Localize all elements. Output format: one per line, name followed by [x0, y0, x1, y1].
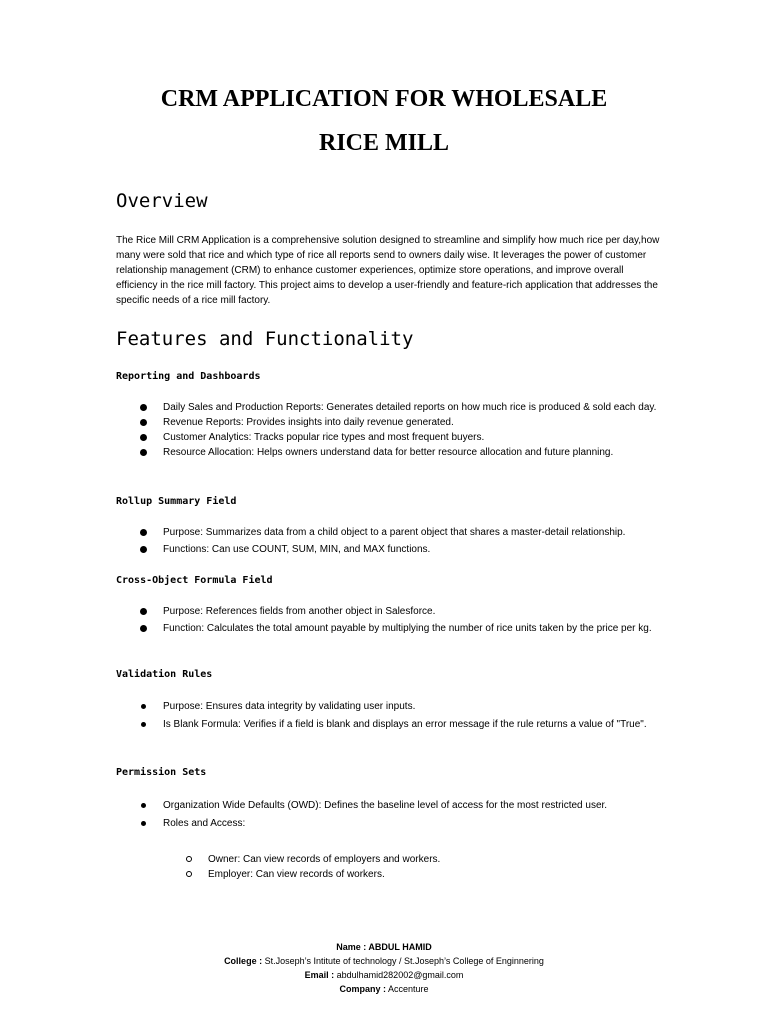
cross-object-list [0, 604, 768, 636]
list-item: Resource Allocation: Helps owners understand data for better resource allocation and future planning. [0, 445, 663, 460]
document-title-line-2: RICE MILL [318, 130, 450, 156]
list-item: Function: Calculates the total amount payable by multiplying the number of rice units taken by the price per kg. [0, 621, 663, 636]
list-item: Customer Analytics: Tracks popular rice types and most frequent buyers. [0, 430, 663, 445]
footer-name: Name : ABDUL HAMID [336, 942, 432, 952]
bullet-icon [140, 434, 147, 441]
cross-object-heading: Cross-Object Formula Field [116, 575, 273, 586]
reporting-list [0, 400, 768, 460]
bullet-icon [140, 625, 147, 632]
roles-sub-list [0, 852, 768, 882]
reporting-heading: Reporting and Dashboards [116, 371, 261, 382]
bullet-icon [140, 419, 147, 426]
bullet-icon [141, 704, 146, 709]
permission-heading: Permission Sets [116, 767, 207, 778]
list-item: Purpose: References fields from another object in Salesforce. [0, 604, 663, 619]
list-item: Functions: Can use COUNT, SUM, MIN, and MAX functions. [0, 542, 663, 557]
bullet-icon [141, 722, 146, 727]
bullet-icon [140, 404, 147, 411]
list-item: Revenue Reports: Provides insights into daily revenue generated. [0, 415, 663, 430]
validation-heading: Validation Rules [116, 669, 213, 680]
bullet-icon [141, 803, 146, 808]
list-item: Purpose: Ensures data integrity by validating user inputs. [0, 699, 663, 714]
features-heading: Features and Functionality [116, 328, 414, 350]
circle-bullet-icon [186, 871, 192, 877]
bullet-icon [141, 821, 146, 826]
footer-email: Email : abdulhamid282002@gmail.com [304, 970, 464, 980]
list-item: Roles and Access: [0, 816, 663, 831]
footer-college: College : St.Joseph’s Intitute of technology / St.Joseph’s College of Enginnering [224, 956, 544, 966]
footer-company: Company : Accenture [339, 984, 429, 994]
bullet-icon [140, 608, 147, 615]
overview-paragraph: The Rice Mill CRM Application is a comprehensive solution designed to streamline and simplify how much rice per day,how many were sold that rice and which type of rice all reports send to owners daily wise. It leverages the power of customer relationship management (CRM) to enhance customer experiences, optimize store operations, and improve overall efficiency in the rice mill factory. This project aims to develop a user-friendly and feature-rich application that addresses the specific needs of a rice mill factory. [116, 235, 660, 306]
list-item: Owner: Can view records of employers and workers. [0, 852, 708, 867]
list-item: Purpose: Summarizes data from a child object to a parent object that shares a master-detail relationship. [0, 525, 663, 540]
document-title-line-1: CRM APPLICATION FOR WHOLESALE [160, 86, 608, 112]
rollup-list [0, 525, 768, 557]
validation-list [0, 699, 768, 732]
list-item: Employer: Can view records of workers. [0, 867, 708, 882]
bullet-icon [140, 449, 147, 456]
list-item: Daily Sales and Production Reports: Generates detailed reports on how much rice is produced & sold each day. [0, 400, 663, 415]
circle-bullet-icon [186, 856, 192, 862]
list-item: Is Blank Formula: Verifies if a field is blank and displays an error message if the rule returns a value of "True". [0, 717, 663, 732]
list-item: Organization Wide Defaults (OWD): Defines the baseline level of access for the most restricted user. [0, 798, 663, 813]
rollup-heading: Rollup Summary Field [116, 496, 237, 507]
permission-list [0, 798, 768, 831]
bullet-icon [140, 546, 147, 553]
author-footer [0, 940, 768, 996]
overview-heading: Overview [116, 190, 208, 212]
bullet-icon [140, 529, 147, 536]
